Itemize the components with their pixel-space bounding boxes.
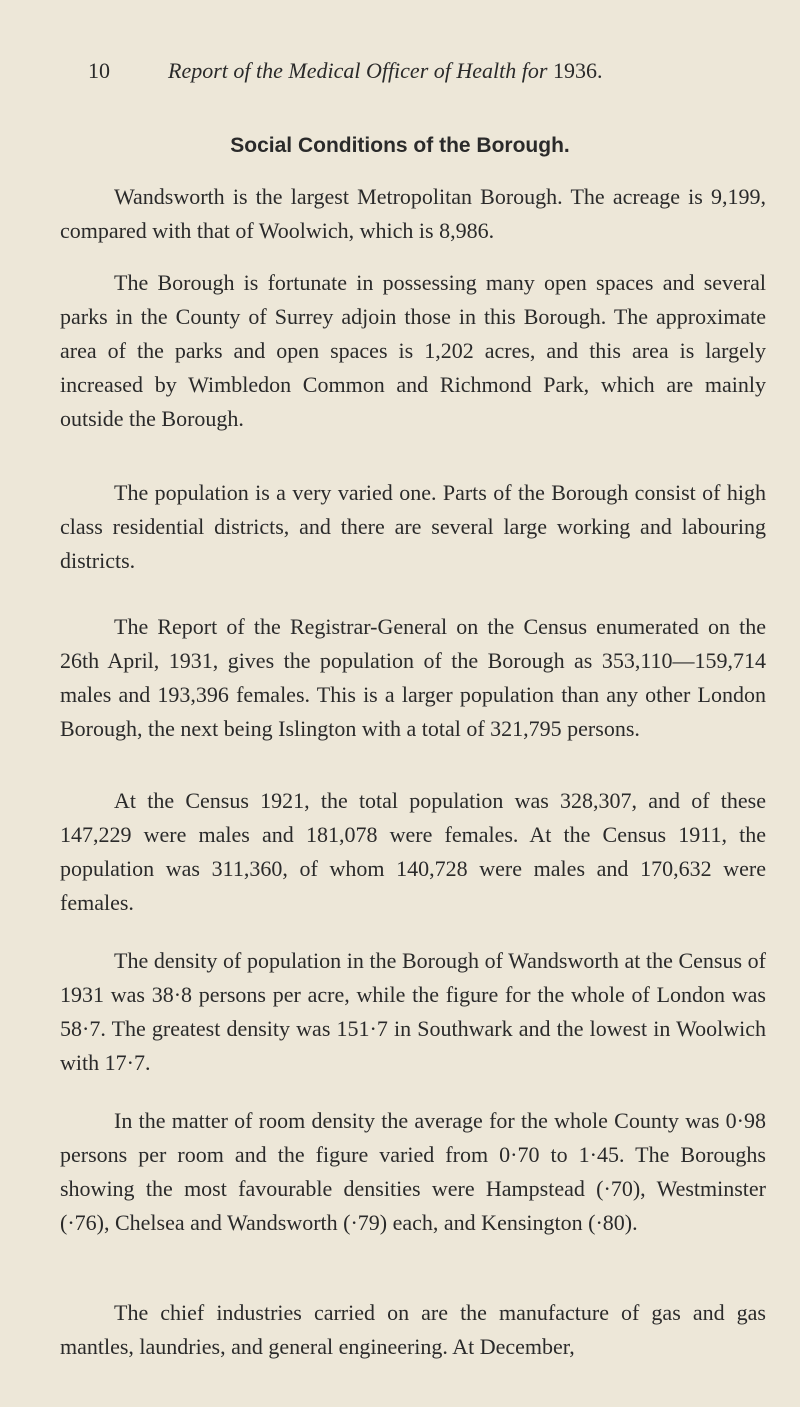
paragraph-room-density: In the matter of room density the average for the whole County was 0·98 persons per room and the figure varied from 0·70 to 1·45. The Boroughs showing the most favourable densities were Hampstead (·70), Westminster (·76), Chelsea and Wandsworth (·79) each, and Kensington (·80). [60,1108,766,1235]
page-number: 10 [88,58,110,83]
section-title: Social Conditions of the Borough. [230,134,570,157]
paragraph-census-1931: The Report of the Registrar-General on the Census enumerated on the 26th April, 1931, gives the population of the Borough as 353,110—159,714 males and 193,396 females. This is a larger population than any other London Borough, the next being Islington with a total of 321,795 persons. [60,614,766,741]
paragraph-acreage: Wandsworth is the largest Metropolitan Borough. The acreage is 9,199, compared with that of Woolwich, which is 8,986. [60,184,766,243]
paragraph-census-1921-1911: At the Census 1921, the total population was 328,307, and of these 147,229 were males and 181,078 were females. At the Census 1911, the population was 311,360, of whom 140,728 were males and 170,632 were females. [60,788,766,915]
page-header [88,56,602,86]
running-title: Report of the Medical Officer of Health for [168,58,548,83]
paragraph-industries: The chief industries carried on are the manufacture of gas and gas mantles, laundries, and general engineering. At December, [60,1300,766,1359]
paragraph-open-spaces: The Borough is fortunate in possessing many open spaces and several parks in the County of Surrey adjoin those in this Borough. The approximate area of the parks and open spaces is 1,202 acres, and this area is largely increased by Wimbledon Common and Richmond Park, which are mainly outside the Borough. [60,270,766,431]
report-year: 1936. [552,58,603,83]
paragraph-population-character: The population is a very varied one. Parts of the Borough consist of high class residential districts, and there are several large working and labouring districts. [60,480,766,573]
paragraph-density: The density of population in the Borough of Wandsworth at the Census of 1931 was 38·8 persons per acre, while the figure for the whole of London was 58·7. The greatest density was 151·7 in Southwark and the lowest in Woolwich with 17·7. [60,948,766,1075]
